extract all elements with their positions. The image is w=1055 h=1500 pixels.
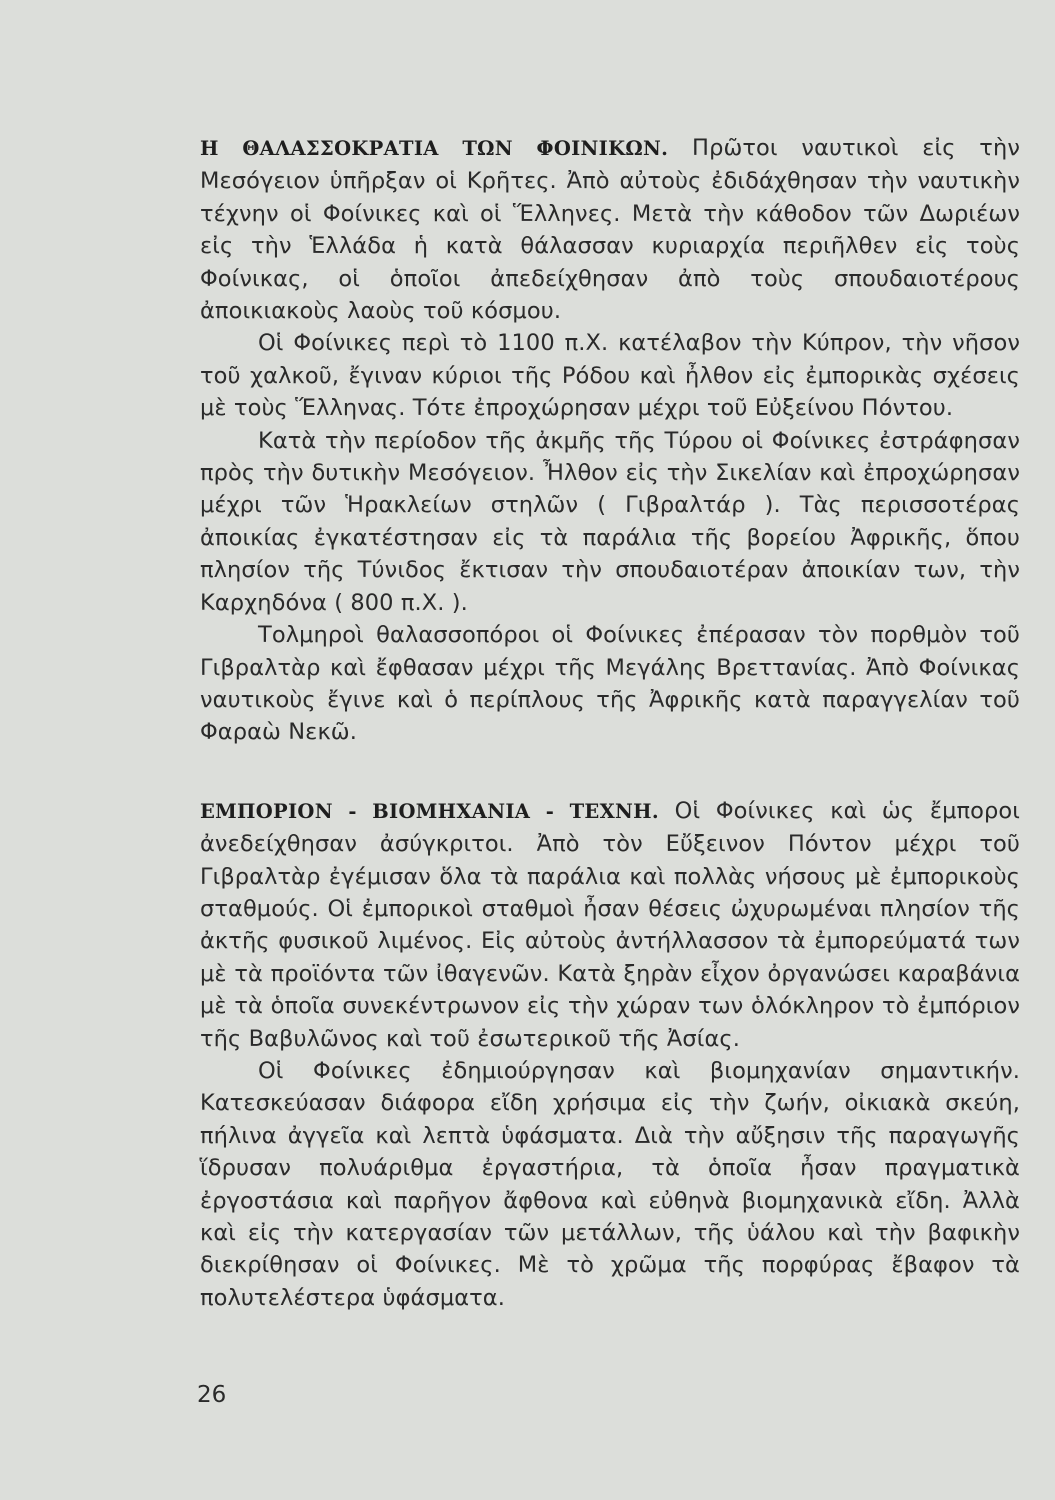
paragraph-text: Πρῶτοι ναυτικοὶ εἰς τὴν Μεσόγειον ὑπῆρξαν οἱ Κρῆτες. Ἀπὸ αὐτοὺς ἐδιδάχθησαν τὴν ναυτικὴν τέχνην οἱ Φοίνικες καὶ οἱ Ἕλληνες. Μετὰ τὴν κάθοδον τῶν Δωριέων εἰς τὴν Ἑλλάδα ἡ κατὰ θάλασσαν κυριαρχία περιῆλθεν εἰς τοὺς Φοίνικας, οἱ ὁποῖοι ἀπεδείχθησαν ἀπὸ τοὺς σπουδαιοτέρους ἀποικιακοὺς λαοὺς τοῦ κόσμου.: [200, 135, 1020, 325]
paragraph-cyprus: Οἱ Φοίνικες περὶ τὸ 1100 π.Χ. κατέλαβον τὴν Κύπρον, τὴν νῆσον τοῦ χαλκοῦ, ἔγιναν κύριοι τῆς Ρόδου καὶ ἦλθον εἰς ἐμπορικὰς σχέσεις μὲ τοὺς Ἕλληνας. Τότε ἐπροχώρησαν μέχρι τοῦ Εὐξείνου Πόντου.: [200, 330, 1020, 422]
paragraph-navigators: Τολμηροὶ θαλασσοπόροι οἱ Φοίνικες ἐπέρασαν τὸν πορθμὸν τοῦ Γιβραλτὰρ καὶ ἔφθασαν μέχρι τῆς Μεγάλης Βρεττανίας. Ἀπὸ Φοίνικας ναυτικοὺς ἔγινε καὶ ὁ περίπλους τῆς Ἀφρικῆς κατὰ παραγγελίαν τοῦ Φαραὼ Νεκῶ.: [200, 622, 1020, 746]
section-heading-commerce: ΕΜΠΟΡΙΟΝ - ΒΙΟΜΗΧΑΝΙΑ - ΤΕΧΝΗ.: [200, 799, 659, 823]
body-text: [200, 132, 1020, 1314]
paragraph-industry: Οἱ Φοίνικες ἐδημιούργησαν καὶ βιομηχανίαν σημαντικήν. Κατεσκεύασαν διάφορα εἴδη χρήσιμα εἰς τὴν ζωήν, οἰκιακὰ σκεύη, πήλινα ἀγγεῖα καὶ λεπτὰ ὑφάσματα. Διὰ τὴν αὔξησιν τῆς παραγωγῆς ἵδρυσαν πολυάριθμα ἐργαστήρια, τὰ ὁποῖα ἦσαν πραγματικὰ ἐργοστάσια καὶ παρῆγον ἄφθονα καὶ εὐθηνὰ βιομηχανικὰ εἴδη. Ἀλλὰ καὶ εἰς τὴν κατεργασίαν τῶν μετάλλων, τῆς ὑάλου καὶ τὴν βαφικὴν διεκρίθησαν οἱ Φοίνικες. Μὲ τὸ χρῶμα τῆς πορφύρας ἔβαφον τὰ πολυτελέστερα ὑφάσματα.: [200, 1057, 1020, 1311]
section-spacer: [200, 749, 1020, 795]
section-commerce-first-paragraph: [200, 795, 1020, 1055]
section-phoenician-thalassocracy-first-paragraph: [200, 132, 1020, 327]
page-number: 26: [197, 1382, 227, 1408]
paragraph-text: Οἱ Φοίνικες καὶ ὡς ἔμποροι ἀνεδείχθησαν ἀσύγκριτοι. Ἀπὸ τὸν Εὔξεινον Πόντον μέχρι τοῦ Γιβραλτὰρ ἐγέμισαν ὅλα τὰ παράλια καὶ πολλὰς νήσους μὲ ἐμπορικοὺς σταθμούς. Οἱ ἐμπορικοὶ σταθμοὶ ἦσαν θέσεις ὠχυρωμέναι πλησίον τῆς ἀκτῆς φυσικοῦ λιμένος. Εἰς αὐτοὺς ἀντήλλασσον τὰ ἐμπορεύματά των μὲ τὰ προϊόντα τῶν ἰθαγενῶν. Κατὰ ξηρὰν εἶχον ὀργανώσει καραβάνια μὲ τὰ ὁποῖα συνεκέντρωνον εἰς τὴν χώραν των ὁλόκληρον τὸ ἐμπόριον τῆς Βαβυλῶνος καὶ τοῦ ἐσωτερικοῦ τῆς Ἀσίας.: [200, 797, 1020, 1052]
section-heading-thalassocracy: Η ΘΑΛΑΣΣΟΚΡΑΤΙΑ ΤΩΝ ΦΟΙΝΙΚΩΝ.: [200, 137, 669, 160]
paragraph-western-mediterranean: Κατὰ τὴν περίοδον τῆς ἀκμῆς τῆς Τύρου οἱ Φοίνικες ἐστράφησαν πρὸς τὴν δυτικὴν Μεσόγειον. Ἦλθον εἰς τὴν Σικελίαν καὶ ἐπροχώρησαν μέχρι τῶν Ἡρακλείων στηλῶν ( Γιβραλτάρ ). Τὰς περισσοτέρας ἀποικίας ἐγκατέστησαν εἰς τὰ παράλια τῆς βορείου Ἀφρικῆς, ὅπου πλησίον τῆς Τύνιδος ἔκτισαν τὴν σπουδαιοτέραν ἀποικίαν των, τὴν Καρχηδόνα ( 800 π.Χ. ).: [200, 427, 1020, 616]
